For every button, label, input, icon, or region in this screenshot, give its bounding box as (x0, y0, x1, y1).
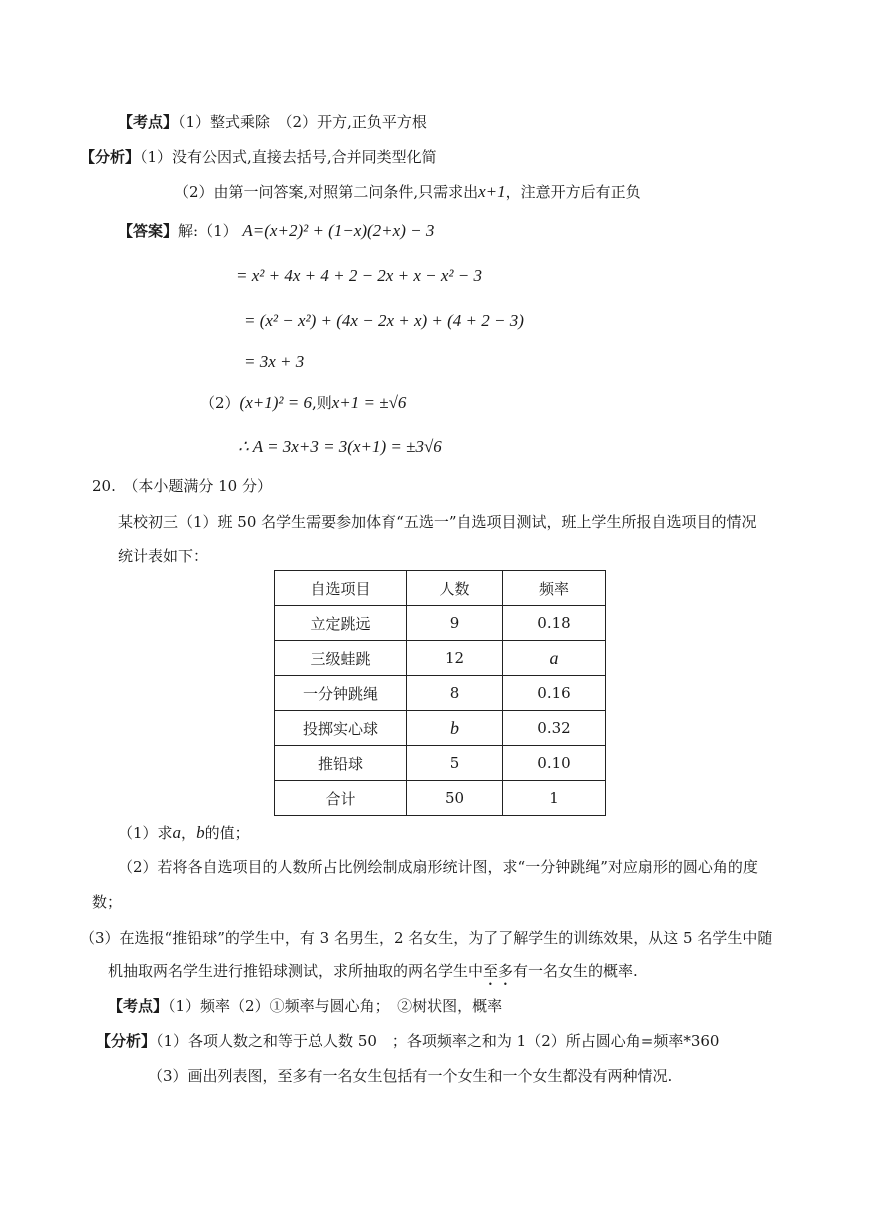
table-cell: 推铅球 (275, 746, 407, 781)
equation-5b: ,则 (311, 394, 332, 412)
equation-1: A=(x+2)² + (1−x)(2+x) − 3 (242, 221, 435, 240)
part2-prefix: （2） (200, 394, 240, 412)
equation-2: = x² + 4x + 4 + 2 − 2x + x − x² − 3 (236, 266, 482, 285)
sub1-sep: ， (181, 824, 197, 842)
fenxi-line2-suffix: ，注意开方后有正负 (505, 183, 641, 201)
table-row (275, 711, 606, 746)
sub1-suffix: 的值； (204, 824, 250, 842)
table-cell: 0.32 (503, 711, 606, 746)
sub1-var-a: a (172, 823, 182, 842)
kaodian-tag: 【考点】 (108, 997, 169, 1015)
q20-sub3-line1: （3）在选报“推铅球”的学生中，有 3 名男生，2 名女生，为了了解学生的训练效果，从这 5 名学生中随 (80, 929, 773, 947)
table-cell: 立定跳远 (275, 606, 407, 641)
kaodian-text: （1）整式乘除 （2）开方,正负平方根 (178, 113, 427, 131)
fenxi-line2-prefix: （2）由第一问答案,对照第二问条件,只需求出 (174, 183, 479, 201)
table-cell: b (407, 711, 503, 746)
q19-fenxi-line1 (80, 147, 437, 167)
fenxi-tag: 【分析】 (80, 148, 141, 166)
table-cell: 三级蛙跳 (275, 641, 407, 676)
table-cell: 1 (503, 781, 606, 816)
sub3-emphasis: 至多 (483, 962, 514, 980)
q20-sub1 (118, 823, 250, 843)
table-cell: 投掷实心球 (275, 711, 407, 746)
table-cell: 9 (407, 606, 503, 641)
kaodian-tag: 【考点】 (118, 113, 179, 131)
q19-part2-line (200, 393, 406, 413)
q19-answer-line1 (118, 221, 434, 241)
table-cell: 一分钟跳绳 (275, 676, 407, 711)
table-row (275, 676, 606, 711)
sub1-var-b: b (196, 823, 205, 842)
table-row (275, 781, 606, 816)
q20-sub2-line1: （2）若将各自选项目的人数所占比例绘制成扇形统计图，求“一分钟跳绳”对应扇形的圆心角的度 (118, 858, 758, 876)
q19-fenxi-line2 (174, 182, 641, 202)
daan-tag: 【答案】 (118, 222, 179, 240)
equation-5a: (x+1)² = 6 (239, 393, 312, 412)
stats-table (274, 570, 606, 816)
q19-kaodian (118, 112, 427, 132)
table-cell: 8 (407, 676, 503, 711)
fenxi-tag: 【分析】 (96, 1032, 157, 1050)
daan-prefix: 解:（1） (178, 222, 238, 240)
table-header-cell: 人数 (407, 571, 503, 606)
table-cell: 12 (407, 641, 503, 676)
q20-heading: 20. （本小题满分 10 分） (92, 477, 272, 495)
q20-kaodian (108, 996, 502, 1016)
table-row (275, 606, 606, 641)
table-cell: 合计 (275, 781, 407, 816)
q20-intro-line1: 某校初三（1）班 50 名学生需要参加体育“五选一”自选项目测试，班上学生所报自选项目的情况 (118, 513, 757, 531)
table-cell: 0.18 (503, 606, 606, 641)
q20-fenxi-line2: （3）画出列表图，至多有一名女生包括有一个女生和一个女生都没有两种情况. (148, 1067, 673, 1085)
equation-3: = (x² − x²) + (4x − 2x + x) + (4 + 2 − 3) (244, 311, 524, 330)
q20-sub2-line2: 数； (92, 893, 123, 911)
fenxi-text: （1）各项人数之和等于总人数 50 ；各项频率之和为 1（2）所占圆心角=频率*360 (156, 1032, 720, 1050)
q20-sub3-line2 (108, 961, 638, 989)
sub3-line2-post: 有一名女生的概率. (513, 962, 638, 980)
table-header-cell: 自选项目 (275, 571, 407, 606)
table-cell: 0.16 (503, 676, 606, 711)
equation-5c: x+1 = ±√6 (331, 393, 407, 412)
table-cell: a (503, 641, 606, 676)
table-row (275, 746, 606, 781)
equation-4: = 3x + 3 (244, 352, 305, 371)
equation-6: ∴ A = 3x+3 = 3(x+1) = ±3√6 (238, 437, 442, 456)
q20-intro-line2: 统计表如下： (118, 547, 209, 565)
table-header-row (275, 571, 606, 606)
table-cell: 0.10 (503, 746, 606, 781)
table-row (275, 641, 606, 676)
table-header-cell: 频率 (503, 571, 606, 606)
table-cell: 50 (407, 781, 503, 816)
fenxi-line2-math: x+1 (478, 182, 506, 201)
table-cell: 5 (407, 746, 503, 781)
sub3-line2-pre: 机抽取两名学生进行推铅球测试，求所抽取的两名学生中 (108, 962, 484, 980)
kaodian-text: （1）频率（2）①频率与圆心角； ②树状图，概率 (168, 997, 503, 1015)
q20-fenxi-line1 (96, 1031, 719, 1051)
fenxi-text: （1）没有公因式,直接去括号,合并同类型化简 (140, 148, 437, 166)
sub1-prefix: （1）求 (118, 824, 173, 842)
